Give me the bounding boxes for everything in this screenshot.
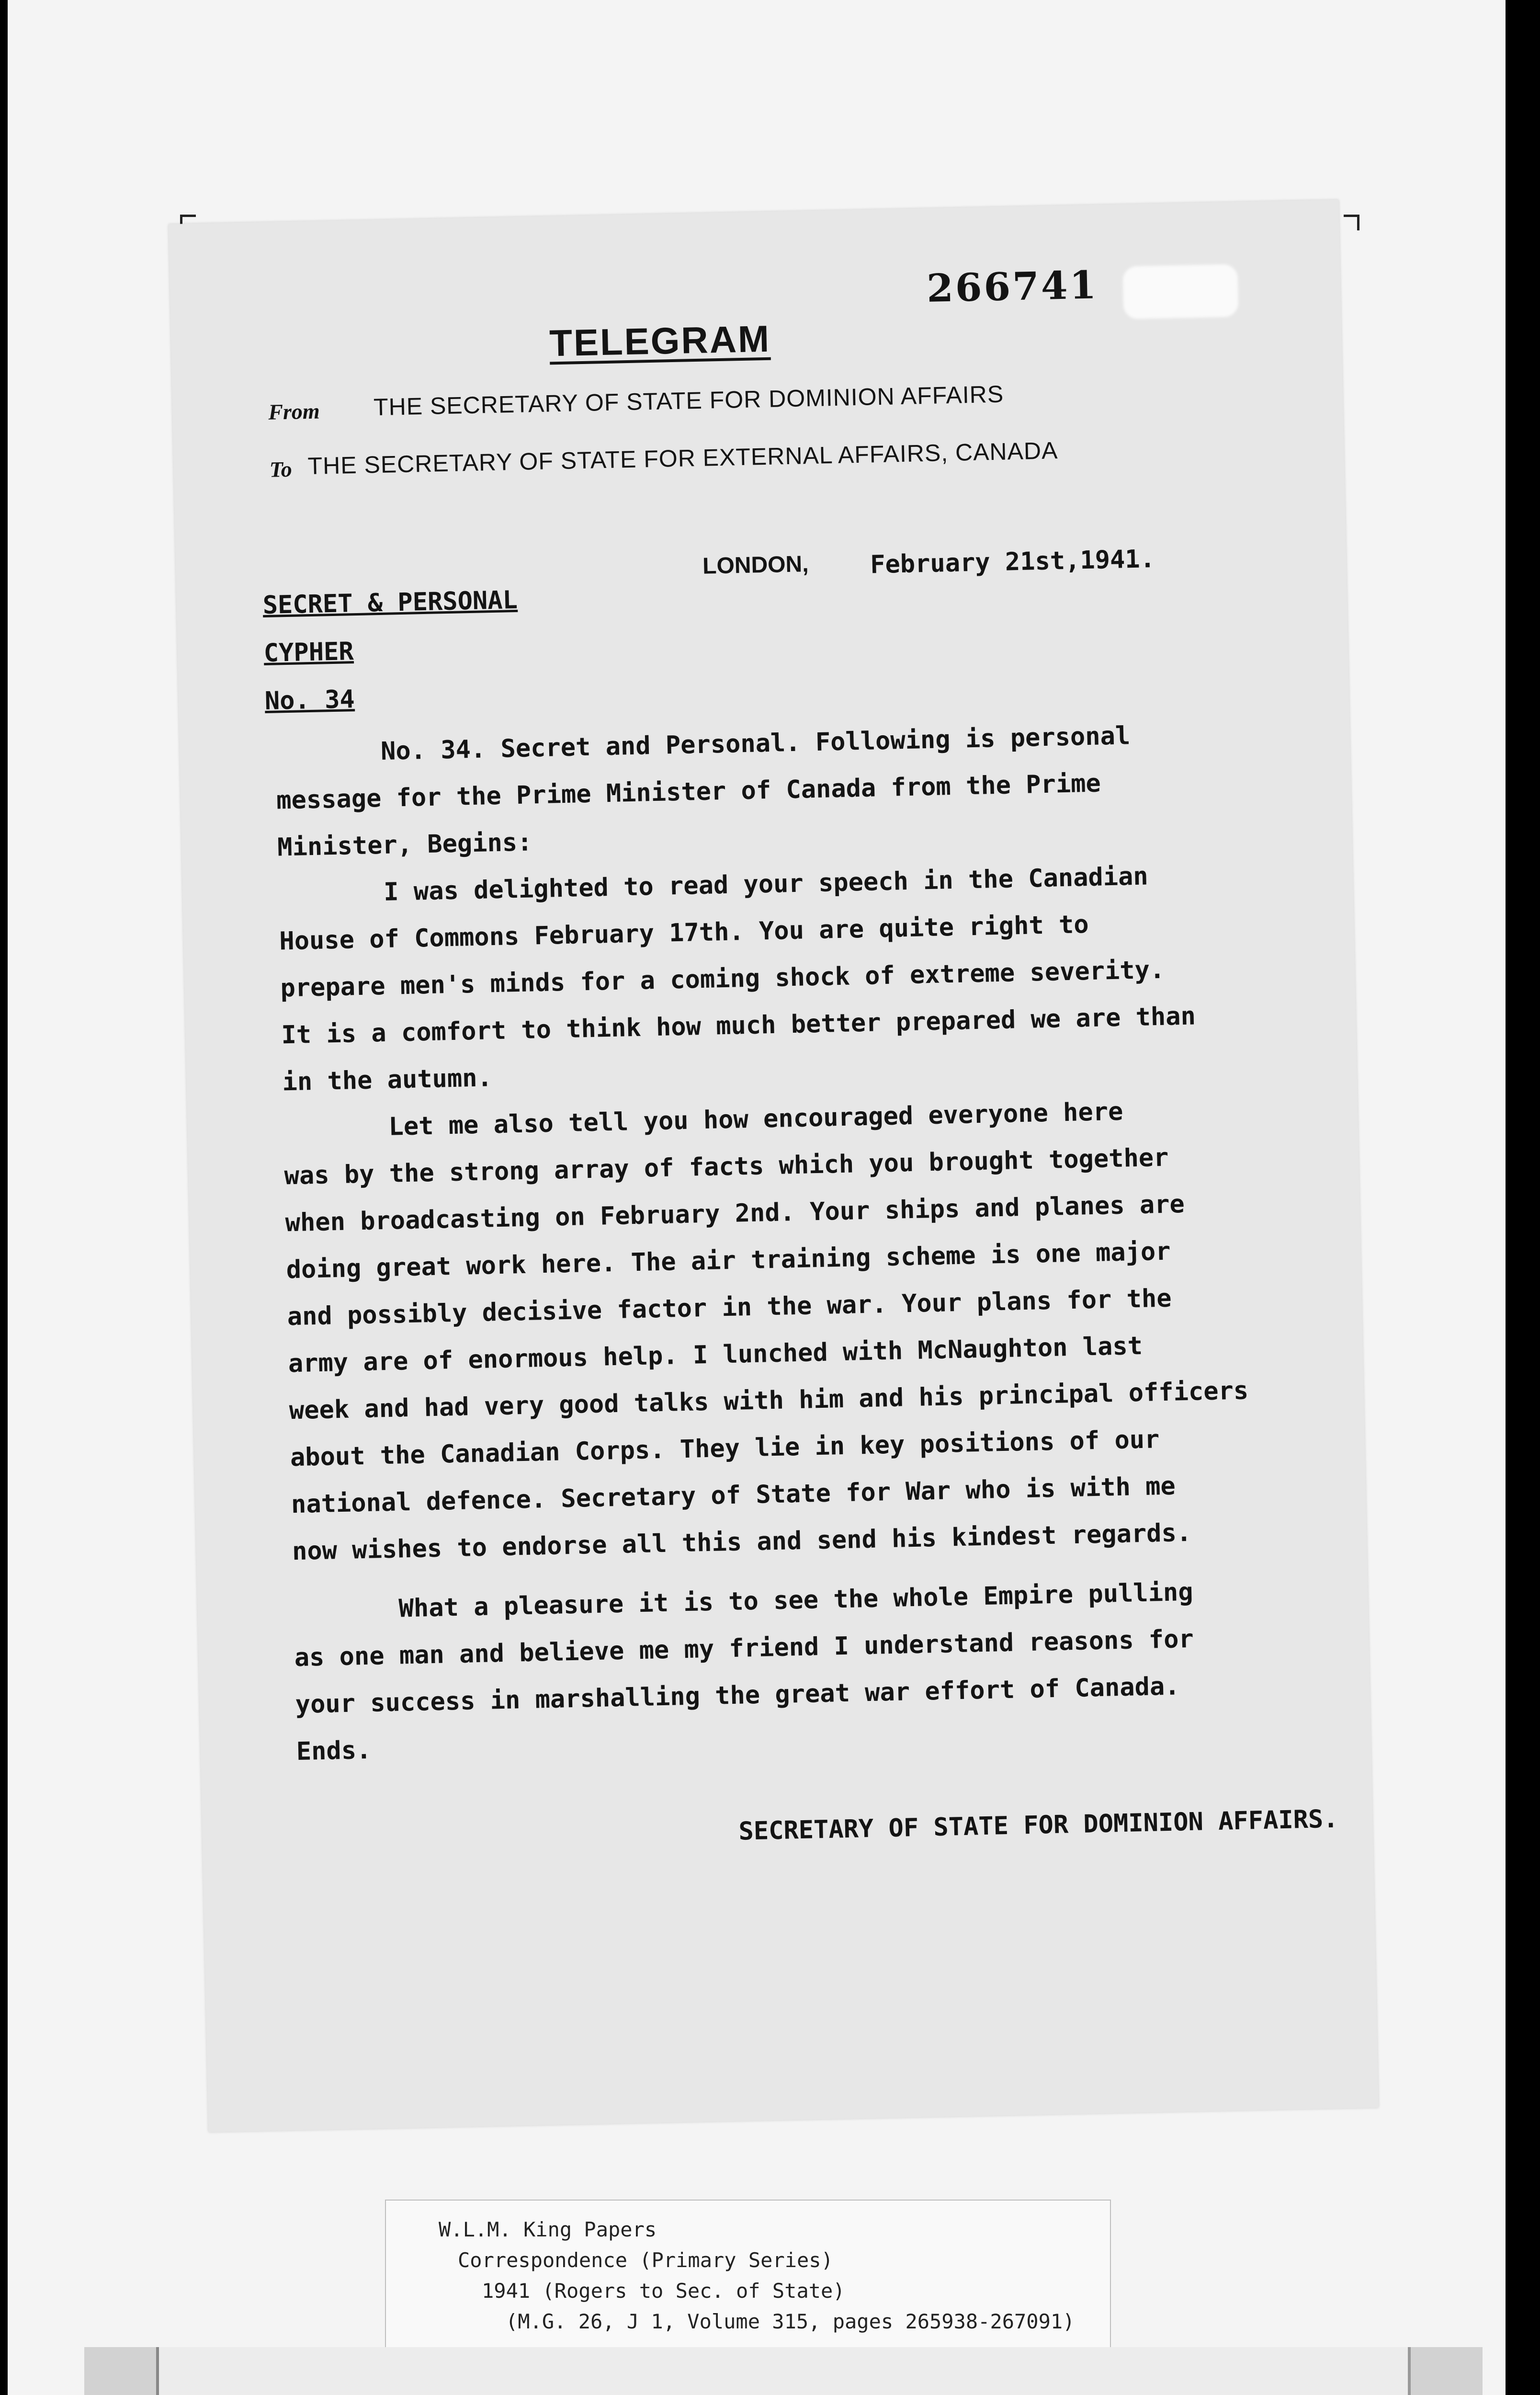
body-line: doing great work here. The air training scheme is one major [286,1237,1171,1285]
body-line: army are of enormous help. I lunched with McNaughton last [288,1331,1143,1379]
tape-fragment [1122,264,1238,319]
signature: SECRETARY OF STATE FOR DOMINION AFFAIRS. [738,1804,1339,1846]
crop-mark-top-right [1344,215,1359,230]
card-edge-left [84,2347,159,2395]
body-line: your success in marshalling the great war effort of Canada. [295,1672,1180,1720]
body-line: It is a comfort to think how much better prepared we are than [281,1002,1196,1050]
date: February 21st,1941. [870,545,1155,580]
body-line: I was delighted to read your speech in the Canadian [383,862,1149,907]
body-line: in the autumn. [282,1063,493,1097]
classification-number: No. 34 [264,685,355,716]
classification-secret: SECRET & PERSONAL [262,585,518,620]
to-label: To [269,456,293,482]
telegram-title: TELEGRAM [549,317,771,365]
body-line: when broadcasting on February 2nd. Your ships and planes are [285,1190,1185,1238]
reference-line: W.L.M. King Papers [439,2218,657,2241]
classification-cypher: CYPHER [263,637,354,668]
body-line: national defence. Secretary of State for War who is with me [291,1471,1176,1519]
body-line: about the Canadian Corps. They lie in key positions of our [290,1425,1160,1472]
body-line: No. 34. Secret and Personal. Following is personal [380,721,1131,766]
recipient: THE SECRETARY OF STATE FOR EXTERNAL AFFAIRS, CANADA [307,437,1058,480]
body-line: was by the strong array of facts which you brought together [284,1143,1169,1191]
body-line: What a pleasure it is to see the whole Empire pulling [398,1577,1194,1623]
archive-reference-label [385,2200,1111,2355]
sender: THE SECRETARY OF STATE FOR DOMINION AFFAIRS [373,380,1004,421]
body-line: week and had very good talks with him and his principal officers [289,1376,1249,1426]
from-label: From [268,399,320,424]
scanned-photo [8,0,1506,2395]
serial-number: 266741 [926,262,1099,311]
place: LONDON, [702,551,809,579]
card-edge-right [1408,2347,1483,2395]
body-line: Ends. [296,1735,372,1767]
body-line: Let me also tell you how encouraged everyone here [388,1097,1123,1141]
body-line: Minister, Begins: [277,828,533,862]
body-line: now wishes to endorse all this and send his kindest regards. [292,1518,1192,1566]
reference-line: (M.G. 26, J 1, Volume 315, pages 265938-267091) [506,2310,1075,2333]
reference-line: 1941 (Rogers to Sec. of State) [482,2279,845,2303]
reference-line: Correspondence (Primary Series) [458,2248,833,2272]
archive-stamp-band [84,2347,1483,2395]
body-line: as one man and believe me my friend I understand reasons for [294,1624,1194,1673]
body-line: and possibly decisive factor in the war. Your plans for the [287,1284,1172,1332]
telegram-sheet [169,200,1379,2132]
body-line: House of Commons February 17th. You are quite right to [279,910,1089,956]
body-line: message for the Prime Minister of Canada from the Prime [276,769,1101,815]
body-line: prepare men's minds for a coming shock of extreme severity. [280,955,1165,1003]
